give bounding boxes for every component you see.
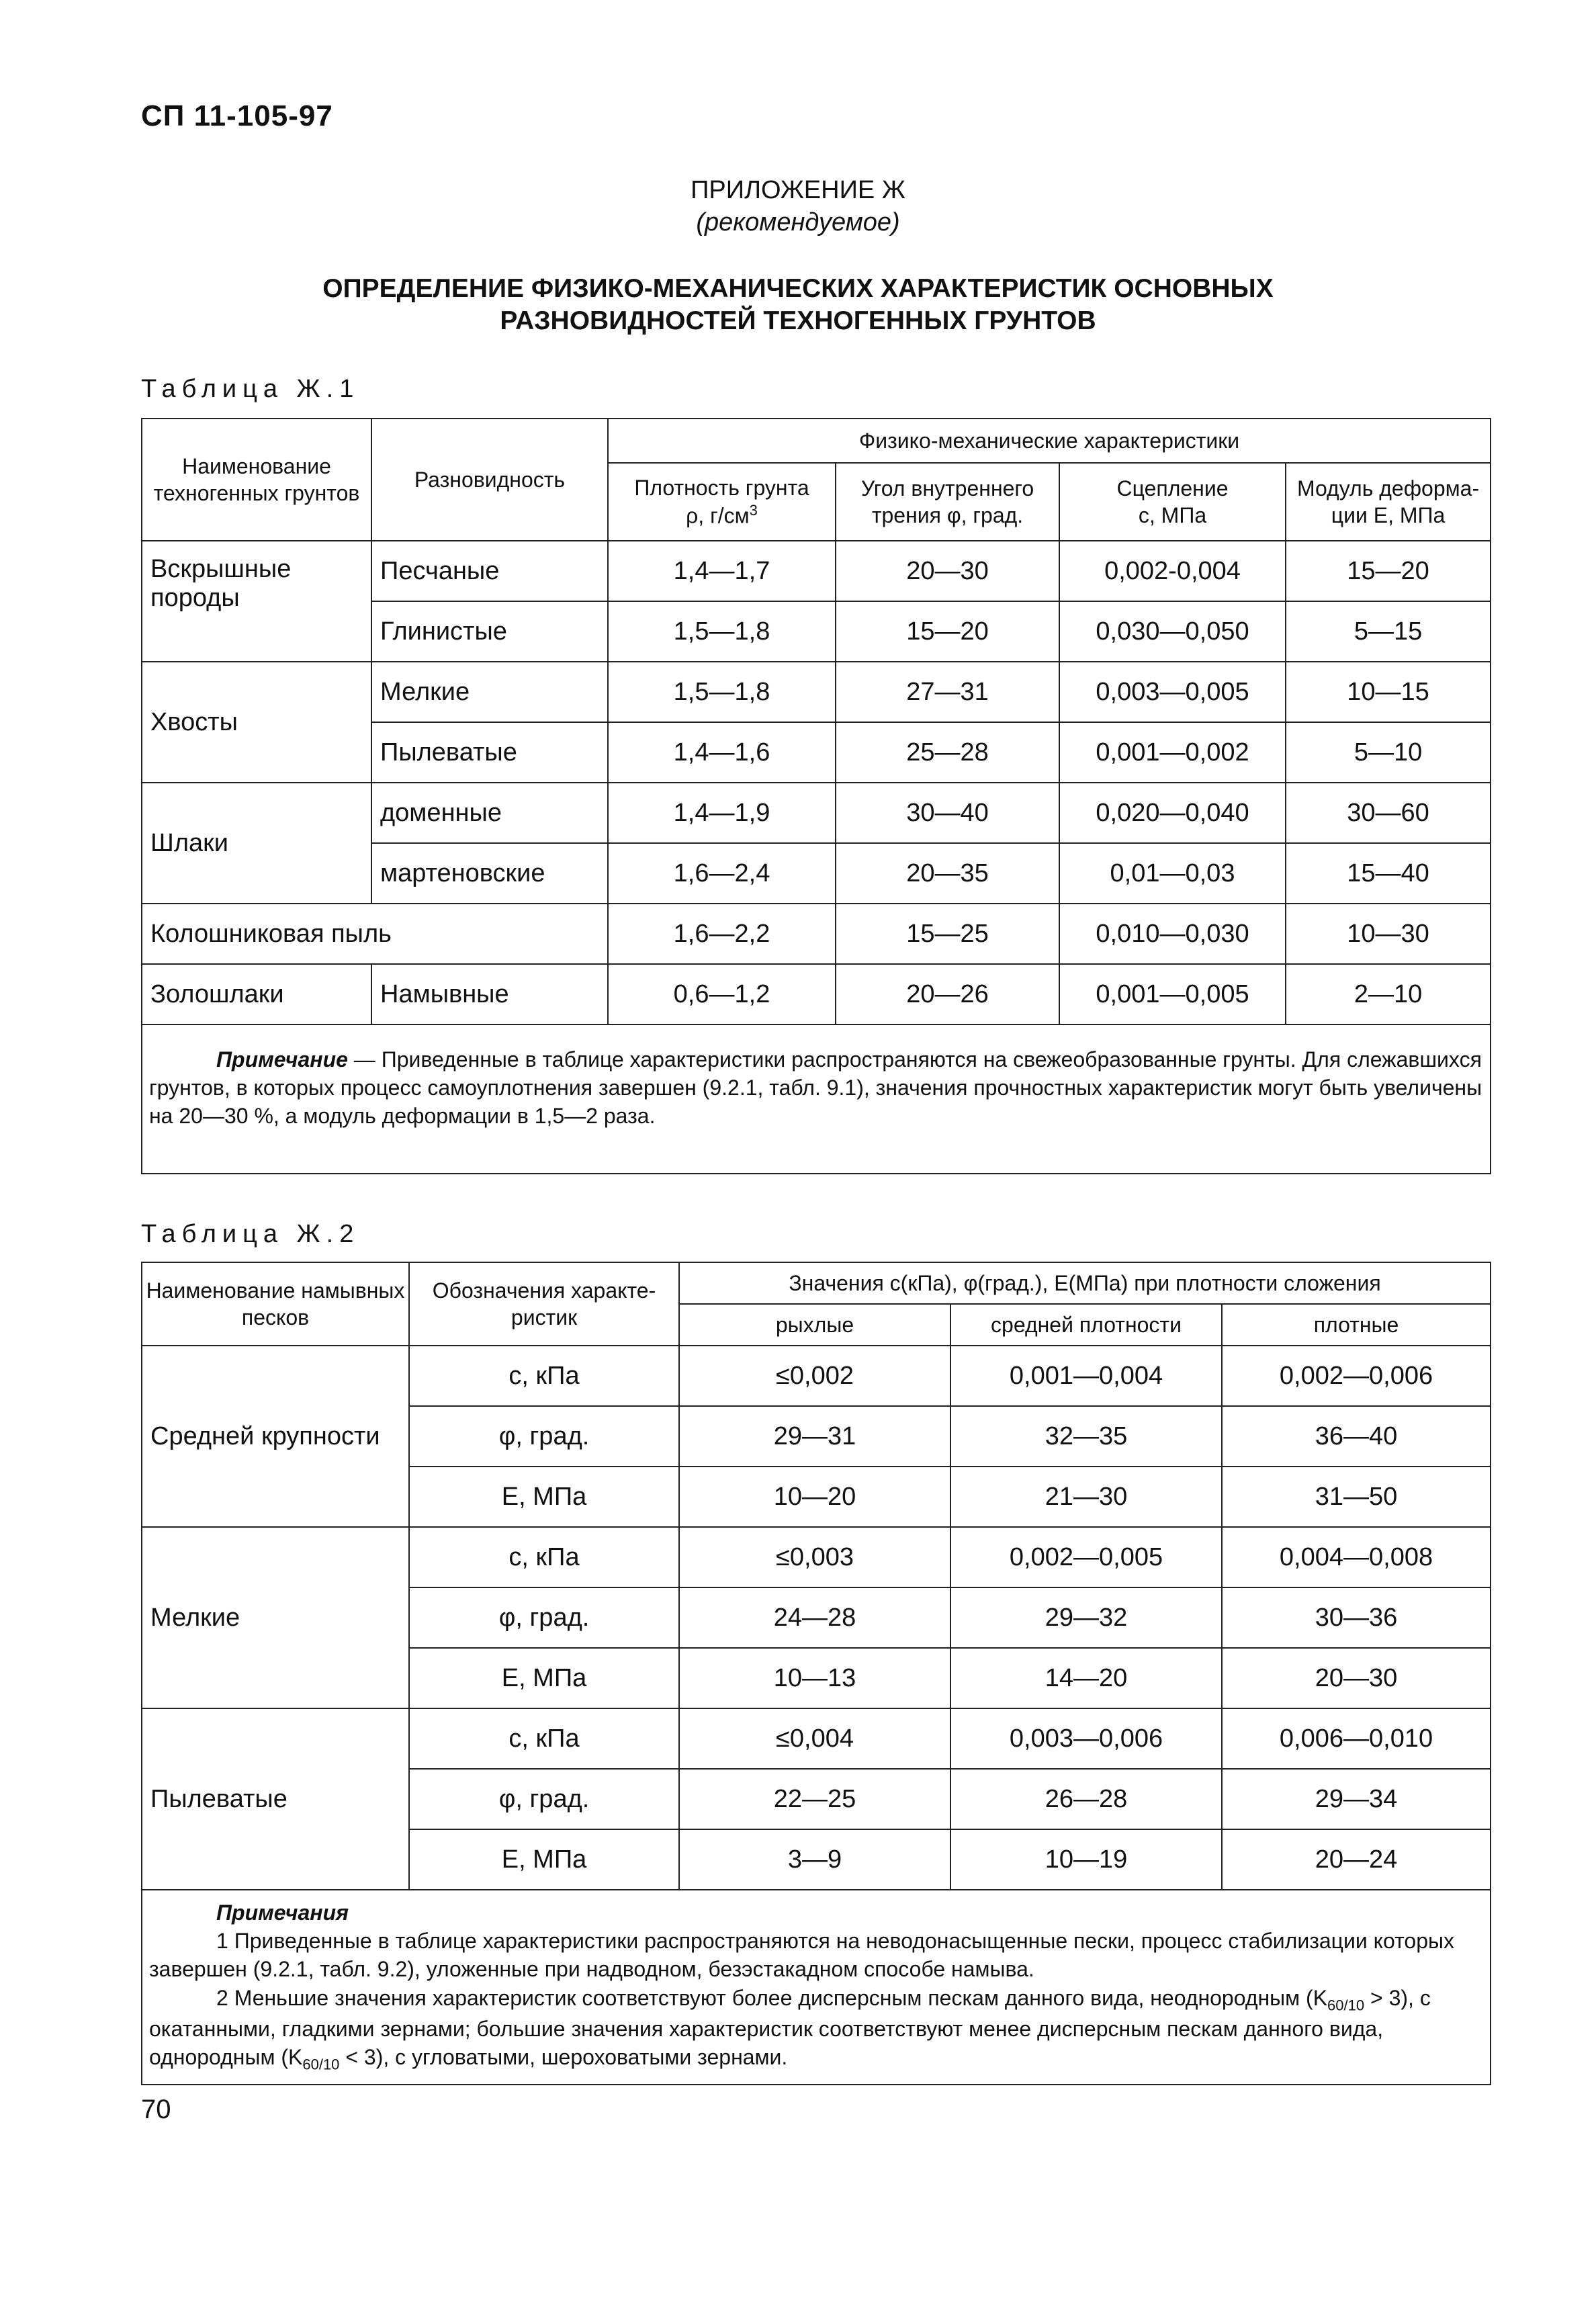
value-cell: 26—28 [950,1769,1222,1829]
value-cell: 10—13 [679,1648,950,1708]
value-cell: 32—35 [950,1406,1222,1467]
modulus-cell: 5—10 [1286,722,1491,783]
header-friction-angle: Угол внутреннего трения φ, град. [836,463,1059,541]
cohesion-cell: 0,002-0,004 [1059,541,1286,601]
variety-cell: Мелкие [371,662,608,722]
modulus-cell: 15—20 [1286,541,1491,601]
value-cell: 0,002—0,006 [1222,1346,1491,1406]
cohesion-cell: 0,01—0,03 [1059,843,1286,904]
density-cell: 0,6—1,2 [608,964,836,1024]
value-cell: 0,001—0,004 [950,1346,1222,1406]
header-variety: Разновидность [371,419,608,541]
value-cell: 3—9 [679,1829,950,1890]
value-cell: 21—30 [950,1467,1222,1527]
header-values-group: Значения c(кПа), φ(град.), E(МПа) при плотности сложения [679,1262,1491,1304]
header-name: Наименование техногенных грунтов [142,419,371,541]
table-1-caption: Таблица Ж.1 [141,375,360,403]
header-symbols: Обозначения характе-ристик [409,1262,679,1346]
header-deformation-modulus: Модуль деформа- ции E, МПа [1286,463,1491,541]
table-2 [141,1262,1491,2085]
density-cell: 1,6—2,4 [608,843,836,904]
table-row [142,662,1491,722]
table-row [142,783,1491,843]
value-cell: 0,006—0,010 [1222,1708,1491,1769]
param-cell: E, МПа [409,1467,679,1527]
modulus-cell: 30—60 [1286,783,1491,843]
cohesion-cell: 0,001—0,005 [1059,964,1286,1024]
modulus-cell: 2—10 [1286,964,1491,1024]
density-cell: 1,4—1,9 [608,783,836,843]
table-row [142,964,1491,1024]
group-cell: Хвосты [142,662,371,783]
modulus-cell: 5—15 [1286,601,1491,662]
modulus-cell: 10—15 [1286,662,1491,722]
table-row [142,904,1491,964]
note-label: Примечание [216,1047,348,1072]
variety-cell: Глинистые [371,601,608,662]
appendix-label: ПРИЛОЖЕНИЕ Ж [691,176,905,204]
param-cell: E, МПа [409,1829,679,1890]
density-cell: 1,6—2,2 [608,904,836,964]
param-cell: с, кПа [409,1346,679,1406]
table-2-notes [142,1890,1491,2085]
angle-cell: 20—26 [836,964,1059,1024]
group-cell: Колошниковая пыль [142,904,608,964]
document-code: СП 11-105-97 [141,99,333,132]
value-cell: 14—20 [950,1648,1222,1708]
density-cell: 1,4—1,7 [608,541,836,601]
density-cell: 1,4—1,6 [608,722,836,783]
value-cell: 29—31 [679,1406,950,1467]
cohesion-cell: 0,030—0,050 [1059,601,1286,662]
variety-cell: Пылеватые [371,722,608,783]
table-row [142,1346,1491,1406]
sand-type-cell: Средней крупности [142,1346,409,1527]
group-cell: Золошлаки [142,964,371,1024]
angle-cell: 25—28 [836,722,1059,783]
variety-cell: доменные [371,783,608,843]
header-loose: рыхлые [679,1304,950,1346]
table-2-caption: Таблица Ж.2 [141,1220,360,1248]
param-cell: E, МПа [409,1648,679,1708]
modulus-cell: 10—30 [1286,904,1491,964]
table-row [142,541,1491,601]
value-cell: 10—19 [950,1829,1222,1890]
modulus-cell: 15—40 [1286,843,1491,904]
note-1: 1 Приведенные в таблице характеристики распространяются на неводонасыщенные пески, процесс стабилизации которых завершен (9.2.1, табл. 9.2), уложенные при надводном, безэстакадном способе намыва. [149,1929,1454,1982]
angle-cell: 20—35 [836,843,1059,904]
param-cell: φ, град. [409,1406,679,1467]
table-1 [141,418,1491,1174]
table-row [142,1527,1491,1587]
angle-cell: 20—30 [836,541,1059,601]
note-text: — Приведенные в таблице характеристики распространяются на свежеобразованные грунты. Для слежавшихся грунтов, в которых процесс самоуплотнения завершен (9.2.1, табл. 9.1), значения прочностных характеристик могут быть увеличены на 20—30 %, а модуль деформации в 1,5—2 раза. [149,1047,1482,1129]
header-cohesion: Сцепление с, МПа [1059,463,1286,541]
variety-cell: мартеновские [371,843,608,904]
table-row [142,1708,1491,1769]
header-characteristics-group: Физико-механические характеристики [608,419,1491,463]
cohesion-cell: 0,010—0,030 [1059,904,1286,964]
header-medium-density: средней плотности [950,1304,1222,1346]
group-cell: Вскрышные породы [142,541,371,662]
group-cell: Шлаки [142,783,371,904]
value-cell: 0,004—0,008 [1222,1527,1491,1587]
value-cell: ≤0,002 [679,1346,950,1406]
header-density: Плотность грунта ρ, $г/см^3$ [608,463,836,541]
value-cell: 31—50 [1222,1467,1491,1527]
value-cell: 29—34 [1222,1769,1491,1829]
value-cell: ≤0,003 [679,1527,950,1587]
cohesion-cell: 0,001—0,002 [1059,722,1286,783]
param-cell: с, кПа [409,1527,679,1587]
table-1-note [142,1024,1491,1174]
sand-type-cell: Мелкие [142,1527,409,1708]
angle-cell: 15—25 [836,904,1059,964]
cohesion-cell: 0,003—0,005 [1059,662,1286,722]
cohesion-cell: 0,020—0,040 [1059,783,1286,843]
value-cell: 24—28 [679,1587,950,1648]
variety-cell: Намывные [371,964,608,1024]
angle-cell: 30—40 [836,783,1059,843]
angle-cell: 15—20 [836,601,1059,662]
density-cell: 1,5—1,8 [608,601,836,662]
value-cell: 22—25 [679,1769,950,1829]
value-cell: 36—40 [1222,1406,1491,1467]
header-sand-name: Наименование намывных песков [142,1262,409,1346]
value-cell: ≤0,004 [679,1708,950,1769]
page-title-line-2: РАЗНОВИДНОСТЕЙ ТЕХНОГЕННЫХ ГРУНТОВ [500,306,1096,335]
appendix-type: (рекомендуемое) [696,208,900,236]
value-cell: 30—36 [1222,1587,1491,1648]
value-cell: 20—30 [1222,1648,1491,1708]
page-number: 70 [141,2095,171,2124]
notes-label: Примечания [216,1901,349,1925]
angle-cell: 27—31 [836,662,1059,722]
value-cell: 0,002—0,005 [950,1527,1222,1587]
density-cell: 1,5—1,8 [608,662,836,722]
value-cell: 10—20 [679,1467,950,1527]
param-cell: с, кПа [409,1708,679,1769]
page-title-line-1: ОПРЕДЕЛЕНИЕ ФИЗИКО-МЕХАНИЧЕСКИХ ХАРАКТЕРИСТИК ОСНОВНЫХ [322,274,1274,303]
sand-type-cell: Пылеватые [142,1708,409,1890]
param-cell: φ, град. [409,1769,679,1829]
value-cell: 20—24 [1222,1829,1491,1890]
variety-cell: Песчаные [371,541,608,601]
param-cell: φ, град. [409,1587,679,1648]
note-2: 2 Меньшие значения характеристик соответствуют более дисперсным пескам данного вида, неоднородным $(K_{60/10} > 3)$, с окатанными, гладкими зернами; большие значения характеристик соответствуют менее дисперсным пескам данного вида, однородным $(K_{60/10} < 3)$, с угловатыми, шероховатыми зернами. [149,1985,1431,2073]
value-cell: 29—32 [950,1587,1222,1648]
value-cell: 0,003—0,006 [950,1708,1222,1769]
header-dense: плотные [1222,1304,1491,1346]
